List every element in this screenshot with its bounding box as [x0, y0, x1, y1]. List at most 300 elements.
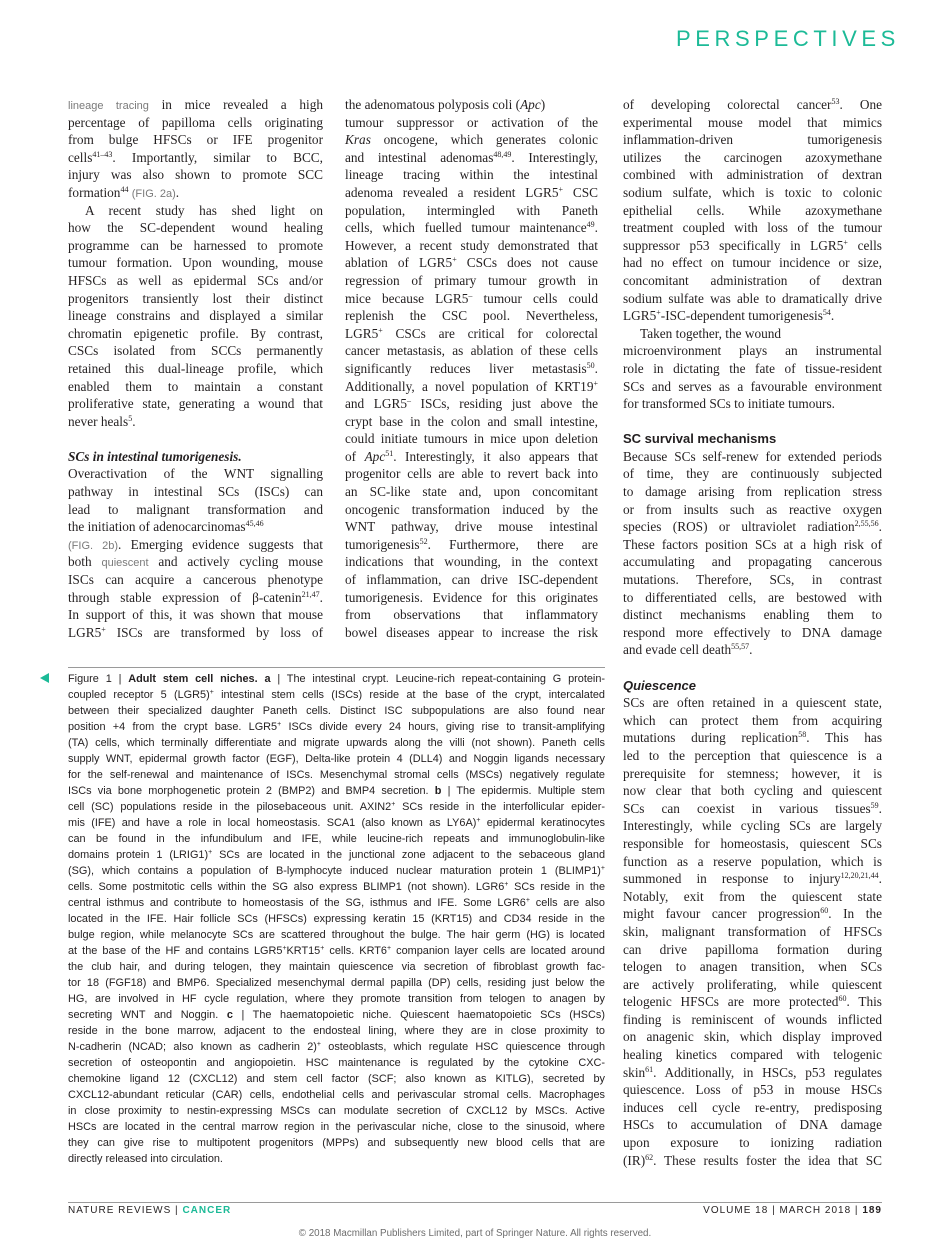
text-run: Interestingly, while cycling SCs are largely: [623, 818, 882, 834]
text-line: [345, 290, 598, 308]
text-run: mis (IFE) and have a role in local homeostasis. SCA1 (also known as LY6A): [68, 817, 477, 830]
text-run: .: [749, 642, 753, 658]
text-run: -ISC-dependent tumorigenesis: [660, 308, 823, 324]
text-run: now clear that both cycling and quiescent: [623, 783, 882, 799]
text-run: companion layer cells are located around: [391, 945, 605, 958]
text-line: [623, 307, 882, 325]
text-run: . Interestingly, it also appears that: [393, 448, 598, 464]
text-run: KRT15: [286, 945, 321, 958]
text-line: [623, 325, 882, 343]
section-heading: SCs in intestinal tumorigenesis.: [68, 448, 242, 464]
text-run: can be found in the infundibulum and IFE, while leucine-rich repeats and immunoglobulin-like: [68, 833, 605, 846]
text-line: [623, 501, 882, 519]
volume: VOLUME 18: [703, 1205, 769, 1216]
text-line: [623, 1081, 882, 1099]
cross-reference-link[interactable]: (FIG. 2b): [68, 539, 118, 552]
cross-reference-link[interactable]: lineage tracing: [68, 100, 149, 112]
text-run: oncogene, which generates colonic: [370, 132, 598, 148]
text-line: [623, 747, 882, 765]
text-line: [68, 307, 323, 325]
text-run: SCs can coexist in various tissues: [623, 800, 871, 816]
text-run: of developing colorectal cancer: [623, 97, 832, 112]
text-line: [345, 430, 598, 448]
text-run: distinct mechanisms enabling them to: [623, 607, 882, 623]
text-run: pathway in intestinal SCs (ISCs) can: [68, 484, 323, 500]
text-line: [68, 687, 605, 703]
text-line: [345, 536, 598, 554]
text-line: [623, 800, 882, 818]
text-run: tumour suppressor or activation of the: [345, 114, 598, 130]
text-line: [623, 817, 882, 835]
bold-label: Adult stem cell niches. a: [128, 673, 271, 685]
italic-term: Kras: [345, 132, 371, 148]
text-line: [68, 553, 323, 571]
text-run: . Importantly, similar to BCC,: [112, 149, 323, 165]
text-line: [623, 1064, 882, 1082]
text-line: [68, 325, 323, 343]
text-run: . Interestingly,: [511, 149, 598, 165]
text-run: suppressor p53 specifically in LGR5: [623, 237, 844, 253]
citation-superscript: 51: [385, 448, 394, 458]
text-run: SCs are located in the junctional zone adjacent to the sebaceous gland: [212, 849, 605, 862]
caption-arrow-icon[interactable]: [40, 673, 49, 683]
text-run: .: [830, 308, 835, 324]
text-run: retained this dual-lineage profile, which: [68, 360, 323, 376]
text-line: [345, 553, 598, 571]
text-run: they can give rise to multipotent progenitors (MPPs) and subsequently new blood cells that are: [68, 1137, 605, 1150]
text-line: [345, 219, 598, 237]
citation-superscript: +: [101, 624, 106, 634]
text-line: [623, 219, 882, 237]
text-line: [68, 465, 323, 483]
text-run: epidermal keratinocytes: [480, 817, 605, 830]
text-line: [68, 184, 323, 202]
text-line: [623, 272, 882, 290]
text-line: [68, 991, 605, 1007]
text-line: [68, 911, 605, 927]
text-line: [68, 272, 323, 290]
text-line: [68, 1071, 605, 1087]
text-run: .: [878, 871, 882, 887]
text-line: [68, 166, 323, 184]
text-run: replenish the CSC pool. Nevertheless,: [345, 308, 598, 324]
journal-subject: CANCER: [182, 1205, 232, 1216]
text-run: Overactivation of the WNT signalling: [68, 466, 323, 482]
text-run: the adenomatous polyposis coli (: [345, 97, 521, 112]
text-line: [623, 202, 882, 220]
text-line: [623, 923, 882, 941]
citation-superscript: +: [476, 817, 481, 825]
text-run: programme can be harnessed to promote: [68, 237, 323, 253]
text-run: induces cell cycle re-entry, predisposing: [623, 1099, 882, 1115]
text-line: [623, 378, 882, 396]
text-run: cells. KRT6: [324, 945, 387, 958]
section-heading: Quiescence: [623, 677, 696, 693]
text-run: never heals: [68, 413, 129, 429]
text-line: [68, 719, 605, 735]
text-run: of: [345, 448, 365, 464]
citation-superscript: +: [208, 849, 213, 857]
text-line: [345, 342, 598, 360]
text-run: HSCs to accumulation of DNA damage: [623, 1117, 882, 1133]
citation-superscript: 45,46: [245, 519, 264, 529]
text-run: treatment coupled with loss of the tumour: [623, 220, 882, 236]
text-line: [623, 905, 882, 923]
text-run: . These results foster the idea that SC: [653, 1152, 882, 1168]
text-run: species (ROS) or ultraviolet radiation: [623, 519, 855, 535]
text-line: [623, 976, 882, 994]
text-line: [623, 1046, 882, 1064]
text-run: lineage tracing within the intestinal: [345, 167, 598, 183]
text-line: [623, 641, 882, 659]
text-run: telogenic HFSCs are more protected: [623, 994, 839, 1010]
citation-superscript: +: [320, 945, 325, 953]
text-run: respond more effectively to DNA damage: [623, 624, 882, 640]
cross-reference-link[interactable]: quiescent: [101, 557, 149, 570]
citation-superscript: 41–43: [92, 149, 113, 159]
text-line: [623, 483, 882, 501]
text-line: [68, 783, 605, 799]
text-line: [623, 114, 882, 132]
citation-superscript: 5: [128, 413, 133, 423]
text-run: (SG), which contains a population of B-lymphocyte induced nuclear maturation protein 1 (BLIMP1): [68, 865, 601, 878]
citation-superscript: 2,55,56: [854, 519, 879, 529]
text-run: finding is reminiscent of wounds inflicted: [623, 1011, 882, 1027]
blank-line: [623, 659, 882, 677]
text-run: and LGR5: [345, 396, 407, 412]
text-run: both: [68, 554, 102, 570]
text-run: percentage of papilloma cells originating: [68, 114, 323, 130]
text-run: .: [878, 519, 882, 535]
text-run: experimental mouse model that mimics: [623, 114, 882, 130]
text-line: [623, 166, 882, 184]
text-run: had no effect on tumour incidence or size,: [623, 255, 882, 271]
text-run: chromatin epigenetic profile. By contrast,: [68, 325, 323, 341]
text-line: [68, 799, 605, 815]
text-line: [68, 943, 605, 959]
text-run: ablation of LGR5: [345, 255, 453, 271]
separator: |: [171, 1205, 183, 1216]
text-run: Taken together, the wound: [640, 325, 782, 341]
text-run: supply WNT, epidermal growth factor (EGF), Delta-like protein 4 (DLL4) and Noggin ligands necessary: [68, 753, 605, 766]
text-run: regression of primary tumour growth in: [345, 272, 598, 288]
text-run: SCs and serves as a favourable environment: [623, 378, 882, 394]
citation-superscript: +: [386, 945, 392, 953]
text-run: lead to malignant transformation and: [68, 501, 323, 517]
text-run: mutations during replication: [623, 730, 799, 746]
text-run: sodium sulfate was able to dramatically drive: [623, 290, 882, 306]
text-line: [345, 131, 598, 149]
citation-superscript: +: [593, 378, 598, 388]
text-run: . Additionally, in HSCs, p53 regulates: [653, 1064, 882, 1080]
text-run: in mice revealed a high: [148, 97, 323, 112]
caption-divider: [68, 667, 605, 668]
text-line: [623, 536, 882, 554]
text-run: ): [540, 97, 546, 112]
citation-superscript: 12,20,21,44: [840, 871, 879, 881]
text-run: formation: [68, 184, 121, 200]
text-run: epithelial cells. While azoxymethane: [623, 202, 882, 218]
text-run: SCs reside in the: [508, 881, 605, 894]
text-line: [68, 536, 323, 554]
text-line: [623, 1152, 882, 1170]
text-line: [345, 501, 598, 519]
text-run: adenoma revealed a resident LGR5: [345, 184, 559, 200]
text-run: HG, are involved in HF cycle regulation, where they promote transition from telogen to anagen by: [68, 993, 605, 1006]
text-line: [68, 413, 323, 431]
text-run: mice because LGR5: [345, 290, 469, 306]
footer-journal: [68, 1205, 231, 1216]
text-run: ISCs divide every 24 hours, giving rise to transit-amplifying: [281, 721, 605, 734]
text-line: [623, 395, 882, 413]
text-run: through stable expression of β-catenin: [68, 589, 302, 605]
text-run: upon exposure to ionizing radiation: [623, 1135, 882, 1151]
citation-superscript: +: [558, 184, 564, 194]
text-line: [623, 870, 882, 888]
footer-divider: [68, 1202, 882, 1203]
text-run: between their specialized daughter Paneth cells. Distinct ISC subpopulations are also found near: [68, 705, 605, 718]
citation-superscript: 62: [645, 1152, 654, 1162]
text-line: [68, 624, 323, 642]
text-run: (TA) cells, which terminally differentiate and migrate upwards along the villi (not shown). Paneth cells: [68, 737, 605, 750]
text-column-2: [345, 96, 598, 641]
text-run: and actively cycling mouse: [148, 554, 323, 570]
citation-superscript: +: [525, 897, 530, 905]
text-run: quiescence. Loss of p53 in mouse HSCs: [623, 1082, 882, 1098]
text-run: .: [878, 800, 882, 816]
text-line: [345, 202, 598, 220]
text-line: [623, 342, 882, 360]
text-line: [345, 465, 598, 483]
text-run: tumorigenesis. Evidence for this originates: [345, 589, 598, 605]
text-line: [345, 360, 598, 378]
text-run: In support of this, it was shown that mouse: [68, 607, 323, 623]
text-line: [68, 1055, 605, 1071]
text-run: coupled receptor 5 (LGR5): [68, 689, 210, 702]
text-run: WNT pathway, drive mouse intestinal: [345, 519, 598, 535]
text-line: [68, 501, 323, 519]
separator: |: [851, 1205, 863, 1216]
text-line: [623, 149, 882, 167]
text-run: sodium sulfate, which is toxic to colonic: [623, 184, 882, 200]
text-line: [68, 237, 323, 255]
text-run: to damage arising from replication stress: [623, 484, 882, 500]
text-run: . One: [839, 97, 882, 112]
text-run: prerequisite for stemness; however, it is: [623, 765, 882, 781]
text-line: [68, 1039, 605, 1055]
text-run: microenvironment plays an instrumental: [623, 343, 882, 359]
section-heading: SC survival mechanisms: [623, 431, 777, 447]
text-line: [68, 927, 605, 943]
citation-superscript: +: [656, 308, 661, 318]
text-run: .: [175, 184, 180, 200]
text-run: the initiation of adenocarcinomas: [68, 519, 246, 535]
text-line: [623, 606, 882, 624]
text-line: [68, 254, 323, 272]
text-run: LGR5: [623, 308, 657, 324]
text-run: oncogenic transformation induced by the: [345, 501, 598, 517]
text-run: tumour formation. Upon wounding, mouse: [68, 255, 323, 271]
text-run: ISCs, residing just above the: [411, 396, 599, 412]
text-run: and evade cell death: [623, 642, 732, 658]
text-run: domains protein 1 (LRIG1): [68, 849, 209, 862]
text-line: [68, 1135, 605, 1151]
text-line: [68, 1087, 605, 1103]
text-line: [623, 765, 882, 783]
text-run: These factors position SCs at a high risk of: [623, 536, 882, 552]
copyright-notice: © 2018 Macmillan Publishers Limited, part of Springer Nature. All rights reserved.: [298, 1228, 652, 1239]
text-line: [623, 624, 882, 642]
citation-superscript: +: [391, 801, 396, 809]
text-run: of inflammation, can drive ISC-dependent: [345, 572, 598, 588]
citation-superscript: +: [282, 945, 287, 953]
text-run: . In the: [828, 906, 883, 922]
text-line: [68, 395, 323, 413]
text-line: [68, 959, 605, 975]
text-line: [68, 1151, 605, 1167]
text-line: [623, 694, 882, 712]
text-run: accumulating and propagating cancerous: [623, 554, 882, 570]
text-run: LGR5: [345, 325, 379, 341]
text-line: [345, 483, 598, 501]
cross-reference-link[interactable]: (FIG. 2a): [131, 187, 176, 200]
page-number: 189: [862, 1205, 882, 1216]
text-line: [623, 96, 882, 114]
text-line: [68, 96, 323, 114]
text-line: [68, 219, 323, 237]
text-line: [68, 703, 605, 719]
text-line: [345, 448, 598, 466]
text-line: [623, 254, 882, 272]
text-run: CXCL12-abundant reticular (CAR) cells, endothelial cells and perivascular stromal cells. Macrophages: [68, 1089, 605, 1102]
text-run: inflammation-driven tumorigenesis: [623, 132, 882, 148]
journal-name: NATURE REVIEWS: [68, 1205, 172, 1216]
text-run: ISCs are transformed by loss of: [105, 624, 323, 640]
footer-issue: [703, 1205, 882, 1216]
text-line: [345, 237, 598, 255]
text-line: [68, 1023, 605, 1039]
text-run: tumour cells could: [472, 290, 599, 306]
text-line: [68, 589, 323, 607]
text-run: CSCs are critical for colorectal: [382, 325, 598, 341]
text-run: CSCs isolated from SCCs permanently: [68, 343, 323, 359]
text-run: mutations. Therefore, SCs, in contrast: [623, 572, 882, 588]
text-line: [623, 1028, 882, 1046]
text-run: .: [594, 360, 598, 376]
text-line: [68, 1007, 605, 1023]
text-line: [345, 589, 598, 607]
text-line: [623, 958, 882, 976]
text-run: cells, which fuelled tumour maintenance: [345, 220, 587, 236]
text-run: in close proximity to nestin-expressing MSCs can modulate secretion of CXCL12 by MSCs. Active: [68, 1105, 605, 1118]
text-line: [623, 1116, 882, 1134]
text-line: [68, 342, 323, 360]
text-line: [623, 290, 882, 308]
text-run: which can protect them from acquiring: [623, 712, 882, 728]
text-line: [623, 465, 882, 483]
text-run: enabled them to maintain a constant: [68, 378, 323, 394]
text-line: [68, 751, 605, 767]
text-line: [68, 1119, 605, 1135]
text-run: located in the IFE. Hair follicle SCs (HFSCs) expressing keratin 15 (KRT15) and CD34 reside in the: [68, 913, 605, 926]
citation-superscript: 54: [822, 308, 831, 318]
text-line: [68, 847, 605, 863]
text-run: . This has: [806, 730, 882, 746]
text-run: for the self-renewal and maintenance of ISCs. Mesenchymal stromal cells (MSCs) negatively regulate: [68, 769, 605, 782]
text-line: [68, 1103, 605, 1119]
text-line: [68, 815, 605, 831]
text-run: | The haematopoietic niche. Quiescent haematopoietic SCs (HSCs): [232, 1009, 605, 1022]
text-line: [68, 483, 323, 501]
text-line: [345, 395, 598, 413]
citation-superscript: +: [316, 1041, 321, 1049]
citation-superscript: 21,47: [301, 589, 320, 599]
citation-superscript: 60: [838, 994, 847, 1004]
citation-superscript: 60: [820, 906, 829, 916]
citation-superscript: –: [468, 290, 473, 300]
text-line: [623, 835, 882, 853]
text-run: for transformed SCs to initiate tumours.: [623, 396, 835, 412]
citation-superscript: +: [504, 881, 509, 889]
text-line: [68, 114, 323, 132]
text-line: [623, 360, 882, 378]
text-run: and intestinal adenomas: [345, 149, 494, 165]
text-run: cancer metastasis, as ablation of these cells: [345, 343, 598, 359]
text-line: [623, 1099, 882, 1117]
text-line: [345, 166, 598, 184]
text-line: [345, 378, 598, 396]
text-line: [623, 853, 882, 871]
italic-term: Apc: [520, 97, 541, 112]
citation-superscript: 50: [586, 360, 595, 370]
text-run: bulge region, while melanocyte SCs are scattered throughout the bulge. The hair germ (HG) is located: [68, 929, 605, 942]
text-line: [68, 863, 605, 879]
citation-superscript: +: [378, 325, 383, 335]
text-run: cells: [847, 237, 882, 253]
text-run: ISCs can acquire a cancerous phenotype: [68, 572, 323, 588]
text-run: of time, they are continuously subjected: [623, 466, 882, 482]
text-run: progenitor cells are able to revert back into: [345, 466, 598, 482]
text-line: [345, 307, 598, 325]
citation-superscript: +: [277, 721, 282, 729]
citation-superscript: 58: [798, 730, 807, 740]
text-run: on anagenic skin, which display improved: [623, 1029, 882, 1045]
text-run: skin, malignant transformation of HFSCs: [623, 923, 882, 939]
text-run: significantly reduces liver metastasis: [345, 360, 587, 376]
text-run: Figure 1 |: [68, 673, 129, 685]
text-line: [68, 360, 323, 378]
bold-label: b: [434, 785, 442, 798]
separator: |: [768, 1205, 780, 1216]
text-line: [345, 254, 598, 272]
text-run: cell (SC) populations reside in the pilosebaceous unit. AXIN2: [68, 801, 392, 814]
figure-caption: [68, 671, 605, 1167]
text-line: [345, 114, 598, 132]
text-line: [623, 712, 882, 730]
citation-superscript: –: [407, 396, 411, 406]
text-run: central isthmus and contribute to homeostasis of the SG, isthmus and IFE. Some LGR6: [68, 897, 526, 910]
text-line: [345, 413, 598, 431]
text-column-3: [623, 96, 882, 1169]
text-line: [623, 1011, 882, 1029]
issue-date: MARCH 2018: [779, 1205, 852, 1216]
text-run: HFSCs as well as epidermal SCs and/or: [68, 272, 323, 288]
text-run: LGR5: [68, 624, 102, 640]
text-run: (IR): [623, 1152, 646, 1168]
text-run: from observations that inflammatory: [345, 607, 598, 623]
text-run: indications that wounding, in the context: [345, 554, 598, 570]
text-run: telogen to anagen transition, when SCs: [623, 959, 882, 975]
